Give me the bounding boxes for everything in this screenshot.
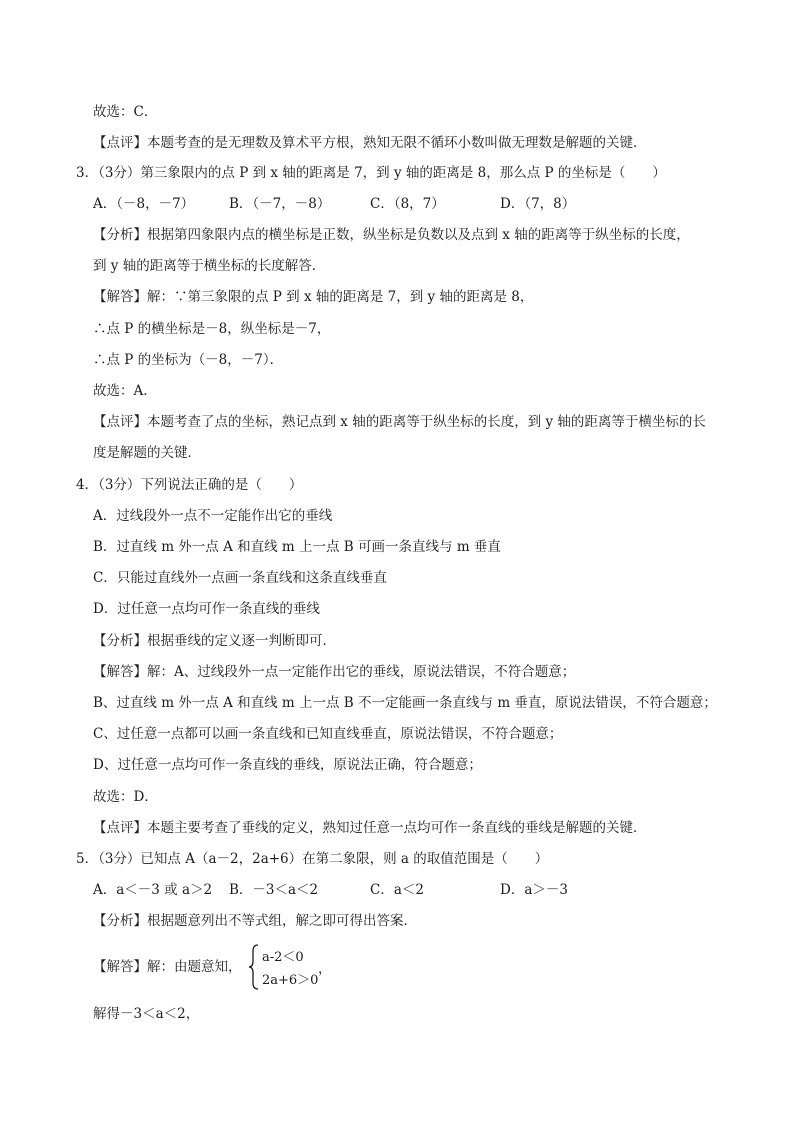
q4-solution-1: 【解答】解：A、过线段外一点一定能作出它的垂线，原说法错误，不符合题意；: [93, 664, 576, 680]
q5-result: 解得－3＜a＜2，: [93, 1006, 200, 1022]
left-brace-icon: [248, 944, 260, 990]
inequality-1: a-2＜0: [262, 950, 304, 965]
inequality-2: 2a+6＞0: [262, 973, 319, 988]
q4-stem: 4．（3分）下列说法正确的是（ ）: [76, 477, 303, 493]
q3-option-d: D．（7，8）: [500, 196, 576, 212]
q3-option-c: C．（8，7）: [370, 196, 445, 212]
q3-answer-choice: 故选：A．: [93, 383, 157, 399]
q5-stem: 5．（3分）已知点 A（a－2，2a+6）在第二象限，则 a 的取值范围是（ ）: [76, 851, 549, 867]
q5-option-b: B．－3＜a＜2: [229, 882, 319, 898]
q4-option-d: D．过任意一点均可作一条直线的垂线: [93, 601, 320, 617]
inequality-system: [248, 944, 368, 990]
q3-option-a: A．（－8，－7）: [93, 196, 195, 212]
q5-option-d: D．a＞－3: [500, 882, 568, 898]
q2-answer-choice: 故选：C．: [93, 104, 158, 120]
q5-option-a: A．a＜－3 或 a＞2: [93, 882, 213, 898]
q3-stem: 3．（3分）第三象限内的点 P 到 x 轴的距离是 7，到 y 轴的距离是 8，那么点 P 的坐标是（ ）: [76, 165, 666, 181]
q4-option-c: C．只能过直线外一点画一条直线和这条直线垂直: [93, 570, 387, 586]
q4-solution-2: B、过直线 m 外一点 A 和直线 m 上一点 B 不一定能画一条直线与 m 垂直，原说法错误，不符合题意；: [93, 695, 717, 711]
q4-comment: 【点评】本题主要考查了垂线的定义，熟知过任意一点均可作一条直线的垂线是解题的关键．: [93, 820, 647, 836]
system-comma: ，: [318, 961, 332, 977]
q4-solution-4: D、过任意一点均可作一条直线的垂线，原说法正确，符合题意；: [93, 757, 482, 773]
q4-answer-choice: 故选：D．: [93, 789, 158, 805]
q5-analysis: 【分析】根据题意列出不等式组，解之即可得出答案．: [93, 913, 417, 929]
q2-comment: 【点评】本题考查的是无理数及算术平方根，熟知无限不循环小数叫做无理数是解题的关键．: [93, 135, 647, 151]
q3-option-b: B．（－7，－8）: [229, 196, 331, 212]
q5-option-c: C．a＜2: [370, 882, 424, 898]
q3-comment-2: 度是解题的关键．: [93, 445, 201, 461]
q3-solution-3: ∴点 P 的坐标为（－8，－7）．: [93, 352, 284, 368]
q5-solution-intro: 【解答】解：由题意知，: [93, 959, 242, 975]
q4-solution-3: C、过任意一点都可以画一条直线和已知直线垂直，原说法错误，不符合题意；: [93, 726, 563, 742]
q4-option-a: A．过线段外一点不一定能作出它的垂线: [93, 508, 333, 524]
q3-solution-1: 【解答】解：∵第三象限的点 P 到 x 轴的距离是 7，到 y 轴的距离是 8，: [93, 289, 534, 305]
q3-comment-1: 【点评】本题考查了点的坐标，熟记点到 x 轴的距离等于纵坐标的长度，到 y 轴的距离等于横坐标的长: [93, 414, 706, 430]
q4-analysis: 【分析】根据垂线的定义逐一判断即可．: [93, 633, 336, 649]
q3-analysis-2: 到 y 轴的距离等于横坐标的长度解答．: [93, 258, 326, 274]
q3-solution-2: ∴点 P 的横坐标是－8，纵坐标是－7，: [93, 321, 331, 337]
q3-analysis-1: 【分析】根据第四象限内点的横坐标是正数，纵坐标是负数以及点到 x 轴的距离等于纵坐标的长度，: [93, 227, 690, 243]
q4-option-b: B．过直线 m 外一点 A 和直线 m 上一点 B 可画一条直线与 m 垂直: [93, 539, 501, 555]
